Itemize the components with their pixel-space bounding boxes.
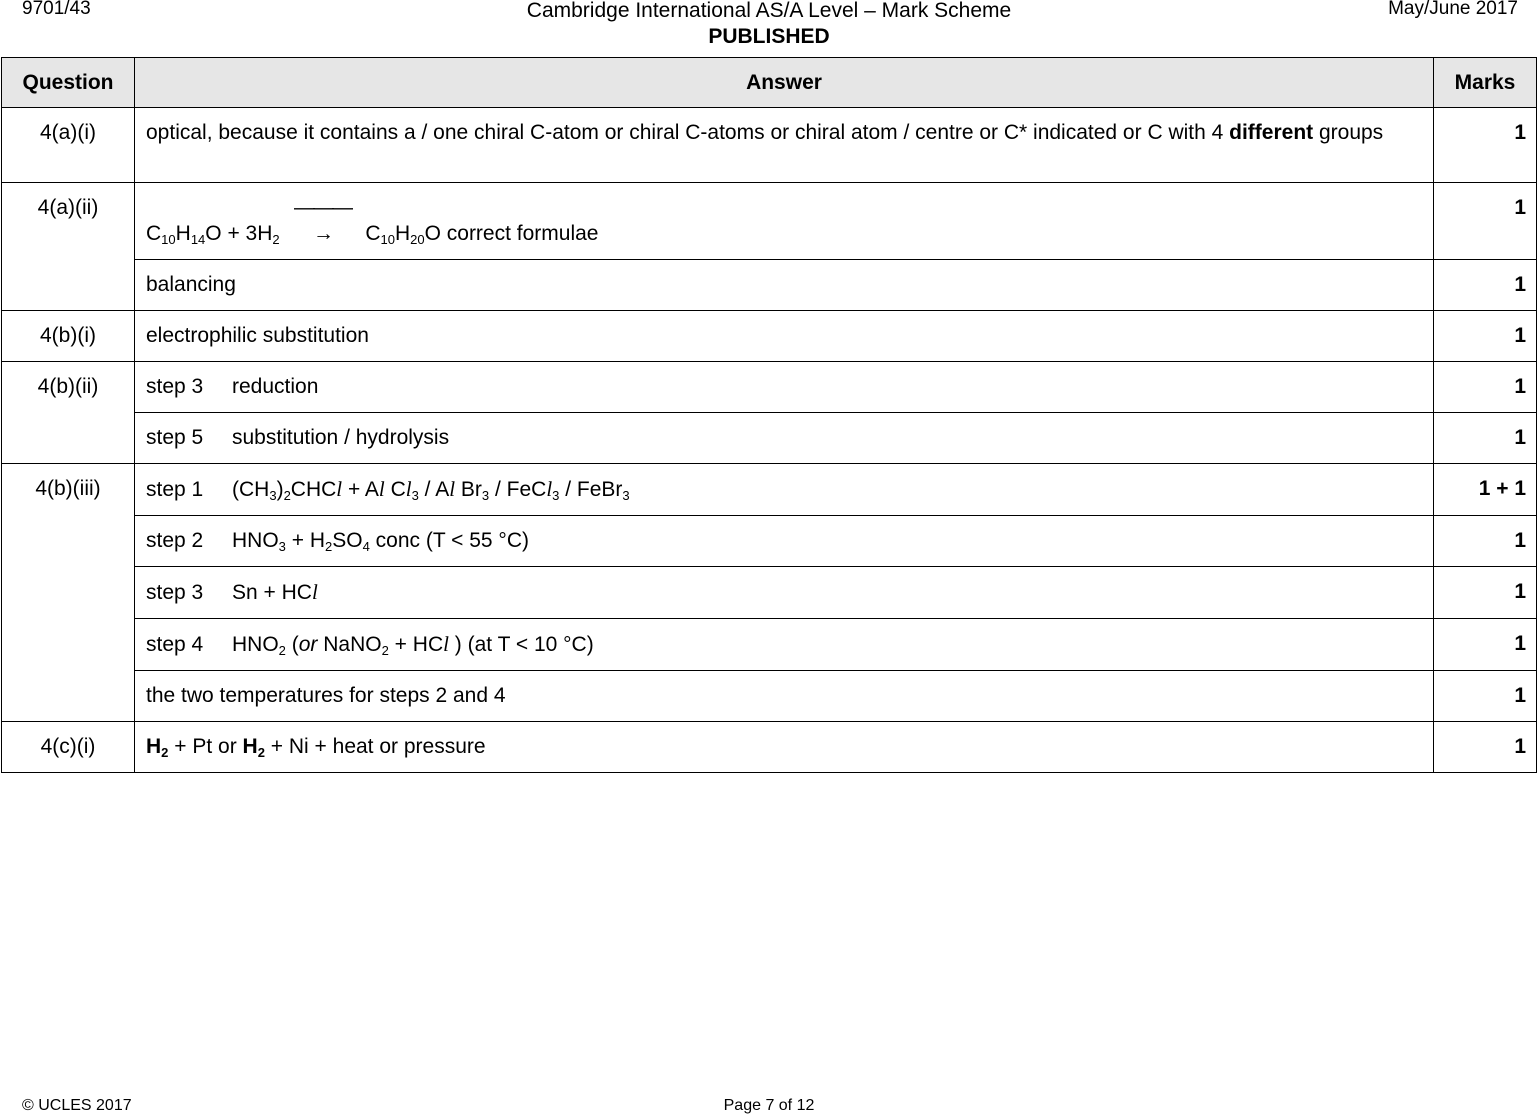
column-header-question: Question <box>2 58 135 108</box>
answer-text: optical, because it contains a / one chiral C-atom or chiral C-atoms or chiral atom / centre or C* indicated or C with 4 <box>146 121 1230 144</box>
table-row <box>2 567 1537 619</box>
question-number: 4(b)(ii) <box>2 362 135 464</box>
step-label: step 1 <box>146 478 204 501</box>
step-label: step 4 <box>146 633 204 656</box>
table-row <box>2 362 1537 413</box>
table-row <box>2 619 1537 671</box>
reagents: $HNO_3 + H_2SO_4$ conc (T < 55 °C) <box>232 529 529 554</box>
reagents: $HNO_2$ (or NaNO$_2$ + HCl ) (at T < 10 °C) <box>232 632 594 658</box>
table-row <box>2 413 1537 464</box>
marks-cell: 1 <box>1434 722 1537 773</box>
question-number: 4(a)(ii) <box>2 183 135 311</box>
answer-cell <box>135 183 1434 260</box>
table-row <box>2 722 1537 773</box>
reagents: $H_2 + Pt$ or $H_2 + Ni$ + heat or pressure <box>146 735 486 760</box>
answer-cell <box>135 108 1434 183</box>
answer-cell <box>135 362 1434 413</box>
marks-cell: 1 <box>1434 671 1537 722</box>
step-label: step 3 <box>146 375 204 398</box>
reagents: Sn + HCl <box>232 580 318 604</box>
answer-cell: the two temperatures for steps 2 and 4 <box>135 671 1434 722</box>
answer-text: reduction <box>232 375 319 398</box>
step-label: step 3 <box>146 581 204 604</box>
table-row <box>2 108 1537 183</box>
equation: $C_{10}H_{14}O + 3H_2$ ———→ $C_{10}H_{20}O$ correct formulae <box>146 196 599 247</box>
document-subtitle: PUBLISHED <box>708 25 830 48</box>
exam-session: May/June 2017 <box>1388 0 1518 19</box>
reagents: $(CH_3)_2CHCl + Al$ $Cl_3$ / Al $Br_3$ / FeCl$_3$ / FeBr$_3$ <box>232 477 630 503</box>
answer-cell <box>135 516 1434 567</box>
copyright-notice: © UCLES 2017 <box>22 1097 132 1114</box>
question-number: 4(b)(iii) <box>2 464 135 722</box>
step-label: step 2 <box>146 529 204 552</box>
answer-cell <box>135 567 1434 619</box>
table-row <box>2 464 1537 516</box>
answer-text: groups <box>1313 121 1384 144</box>
answer-cell <box>135 413 1434 464</box>
answer-cell <box>135 619 1434 671</box>
table-row <box>2 671 1537 722</box>
answer-cell <box>135 722 1434 773</box>
column-header-answer: Answer <box>135 58 1434 108</box>
question-number: 4(c)(i) <box>2 722 135 773</box>
question-number: 4(a)(i) <box>2 108 135 183</box>
table-row <box>2 260 1537 311</box>
question-number: 4(b)(i) <box>2 311 135 362</box>
answer-cell <box>135 464 1434 516</box>
reaction-arrow-icon: ———→ <box>293 196 351 245</box>
answer-cell: electrophilic substitution <box>135 311 1434 362</box>
column-header-marks: Marks <box>1434 58 1537 108</box>
marks-cell: 1 + 1 <box>1434 464 1537 516</box>
table-row <box>2 311 1537 362</box>
step-label: step 5 <box>146 426 204 449</box>
marks-cell: 1 <box>1434 311 1537 362</box>
marks-cell: 1 <box>1434 619 1537 671</box>
marks-cell: 1 <box>1434 516 1537 567</box>
answer-text: substitution / hydrolysis <box>232 426 450 449</box>
table-row <box>2 516 1537 567</box>
table-header-row <box>2 58 1537 108</box>
marks-cell: 1 <box>1434 362 1537 413</box>
marks-cell: 1 <box>1434 567 1537 619</box>
marks-cell: 1 <box>1434 108 1537 183</box>
table-row <box>2 183 1537 260</box>
marks-cell: 1 <box>1434 413 1537 464</box>
page-number: Page 7 of 12 <box>723 1097 815 1114</box>
answer-cell: balancing <box>135 260 1434 311</box>
marks-cell: 1 <box>1434 260 1537 311</box>
mark-scheme-table <box>1 57 1537 773</box>
page-header <box>0 0 1538 50</box>
document-title: Cambridge International AS/A Level – Mark Scheme <box>526 0 1012 22</box>
answer-emphasis: different <box>1229 121 1314 144</box>
paper-code: 9701/43 <box>22 0 91 19</box>
marks-cell: 1 <box>1434 183 1537 260</box>
